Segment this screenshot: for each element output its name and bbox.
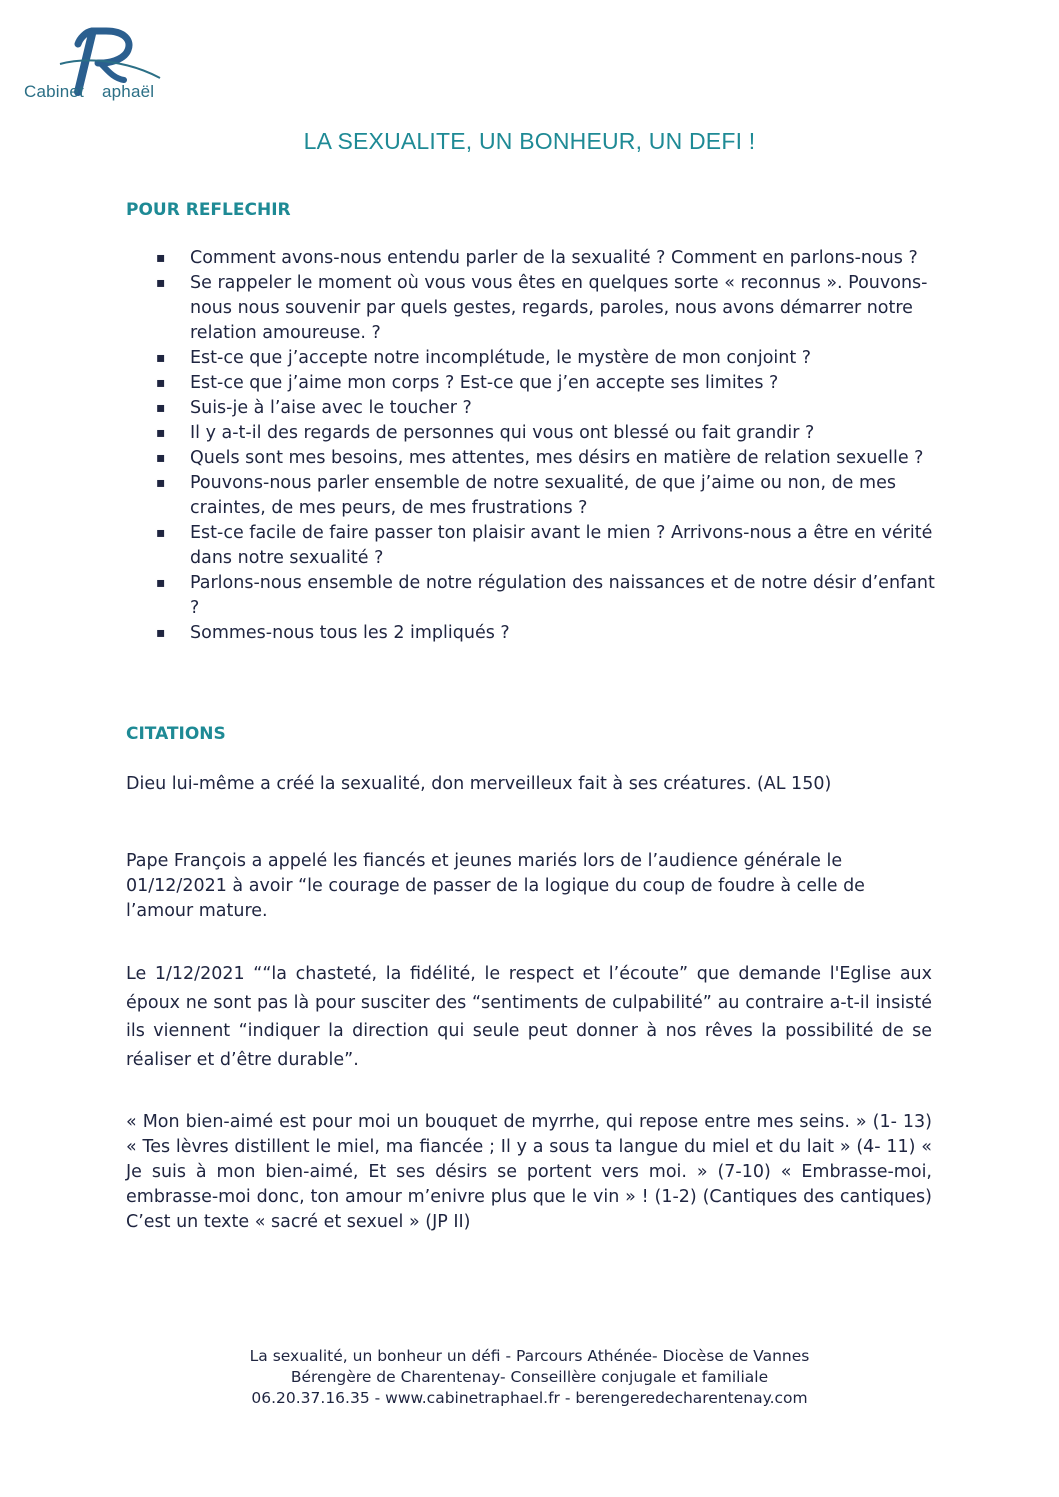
page-footer xyxy=(0,1346,1059,1409)
question-text: Suis-je à l’aise avec le toucher ? xyxy=(190,398,472,418)
citation-paragraph: Dieu lui-même a créé la sexualité, don merveilleux fait à ses créatures. (AL 150) xyxy=(126,774,832,794)
footer-line-author: Bérengère de Charentenay- Conseillère conjugale et familiale xyxy=(290,1368,769,1386)
logo-text-part2: aphaël xyxy=(102,82,155,101)
question-text: Pouvons-nous parler ensemble de notre sexualité, de que j’aime ou non, de mes craintes, de mes peurs, de mes frustrations ? xyxy=(190,473,896,518)
question-text: Comment avons-nous entendu parler de la sexualité ? Comment en parlons-nous ? xyxy=(190,248,918,268)
bullet-icon: ▪ xyxy=(156,375,166,391)
list-item xyxy=(156,271,936,346)
question-text: Il y a-t-il des regards de personnes qui vous ont blessé ou fait grandir ? xyxy=(190,423,815,443)
list-item xyxy=(156,346,936,371)
section-heading-citations: CITATIONS xyxy=(126,724,226,744)
cabinet-raphael-logo xyxy=(20,26,180,106)
logo-text-part1: Cabinet xyxy=(24,82,84,101)
list-item xyxy=(156,246,936,271)
question-text: Parlons-nous ensemble de notre régulation des naissances et de notre désir d’enfant ? xyxy=(190,573,935,618)
list-item xyxy=(156,571,936,621)
footer-line-contact: 06.20.37.16.35 - www.cabinetraphael.fr - berengeredecharentenay.com xyxy=(251,1389,808,1407)
section-heading-reflect: POUR REFLECHIR xyxy=(126,200,291,220)
list-item xyxy=(156,521,936,571)
bullet-icon: ▪ xyxy=(156,275,166,291)
list-item xyxy=(156,396,936,421)
bullet-icon: ▪ xyxy=(156,625,166,641)
bullet-icon: ▪ xyxy=(156,400,166,416)
citation-paragraph: « Mon bien-aimé est pour moi un bouquet de myrrhe, qui repose entre mes seins. » (1- 13) « Tes lèvres distillent le miel, ma fiancée ; Il y a sous ta langue du miel et du lait » (4- 11) « Je suis à mon bien-aimé, Et ses désirs se portent vers moi. » (7-10) « Embrasse-moi, embrasse-moi donc, ton amour m’enivre plus que le vin » ! (1-2) (Cantiques des cantiques) C’est un texte « sacré et sexuel » (JP II) xyxy=(126,1112,932,1232)
bullet-icon: ▪ xyxy=(156,450,166,466)
footer-line-course: La sexualité, un bonheur un défi - Parcours Athénée- Diocèse de Vannes xyxy=(249,1347,810,1365)
bullet-icon: ▪ xyxy=(156,475,166,491)
question-text: Sommes-nous tous les 2 impliqués ? xyxy=(190,623,510,643)
list-item xyxy=(156,446,936,471)
bullet-icon: ▪ xyxy=(156,350,166,366)
citation-paragraph: Le 1/12/2021 ““la chasteté, la fidélité, le respect et l’écoute” que demande l'Eglise aux époux ne sont pas là pour susciter des “sentiments de culpabilité” au contraire a-t-il insisté ils viennent “indiquer la direction qui seule peut donner à nos rêves la possibilité de se réaliser et d’être durable”. xyxy=(126,964,932,1070)
bullet-icon: ▪ xyxy=(156,575,166,591)
list-item xyxy=(156,621,936,646)
question-text: Est-ce facile de faire passer ton plaisir avant le mien ? Arrivons-nous a être en vérité dans notre sexualité ? xyxy=(190,523,933,568)
list-item xyxy=(156,371,936,396)
question-text: Est-ce que j’aime mon corps ? Est-ce que j’en accepte ses limites ? xyxy=(190,373,779,393)
citation-paragraph: Pape François a appelé les fiancés et jeunes mariés lors de l’audience générale le 01/12/2021 à avoir “le courage de passer de la logique du coup de foudre à celle de l’amour mature. xyxy=(126,851,865,921)
question-text: Est-ce que j’accepte notre incomplétude, le mystère de mon conjoint ? xyxy=(190,348,812,368)
bullet-icon: ▪ xyxy=(156,250,166,266)
page-title: LA SEXUALITE, UN BONHEUR, UN DEFI ! xyxy=(303,128,756,154)
logo-text xyxy=(24,82,154,102)
list-item xyxy=(156,421,936,446)
reflection-questions-list xyxy=(156,246,936,646)
question-text: Se rappeler le moment où vous vous êtes en quelques sorte « reconnus ». Pouvons-nous nous souvenir par quels gestes, regards, paroles, nous avons démarrer notre relation amoureuse. ? xyxy=(190,273,928,343)
question-text: Quels sont mes besoins, mes attentes, mes désirs en matière de relation sexuelle ? xyxy=(190,448,924,468)
list-item xyxy=(156,471,936,521)
bullet-icon: ▪ xyxy=(156,425,166,441)
bullet-icon: ▪ xyxy=(156,525,166,541)
